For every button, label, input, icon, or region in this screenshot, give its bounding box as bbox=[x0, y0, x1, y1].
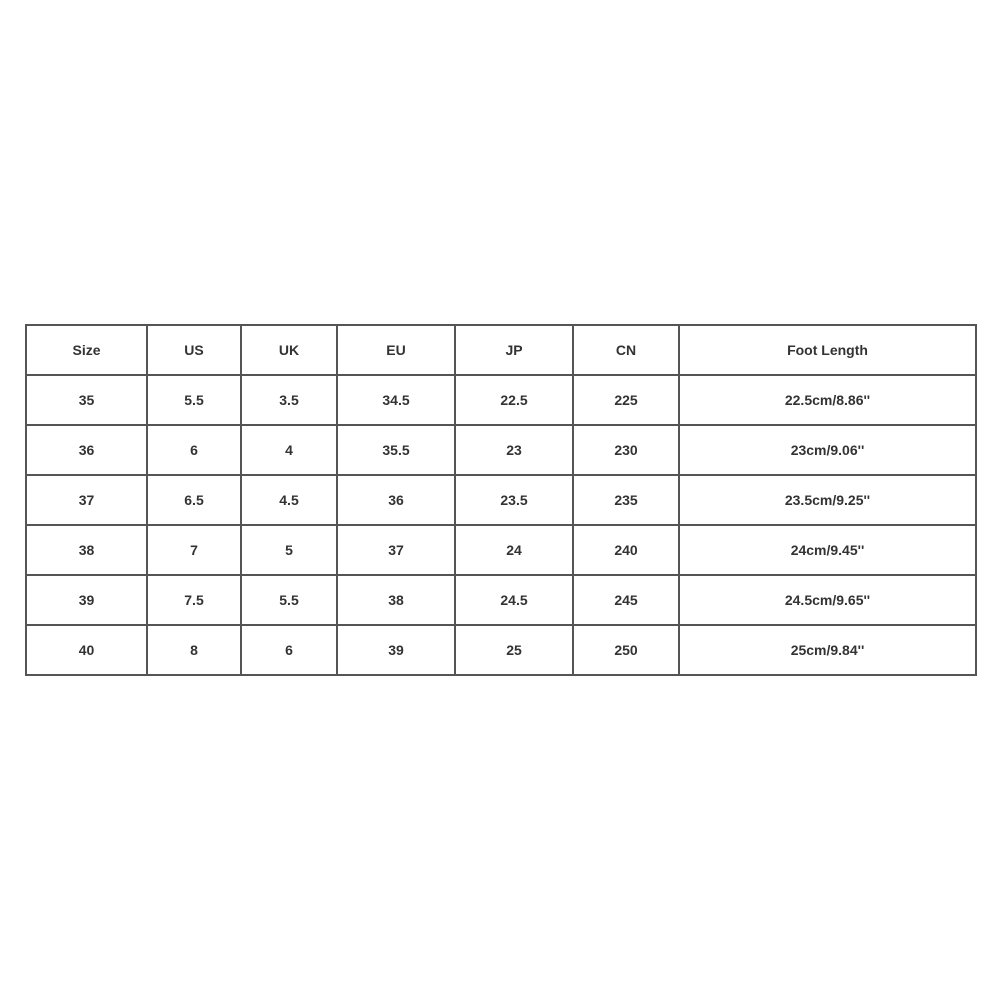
table-row bbox=[26, 425, 976, 475]
cell-us: 6 bbox=[147, 425, 241, 475]
cell-jp: 24 bbox=[455, 525, 573, 575]
cell-cn: 240 bbox=[573, 525, 679, 575]
table-row bbox=[26, 525, 976, 575]
cell-uk: 5.5 bbox=[241, 575, 337, 625]
table-row bbox=[26, 475, 976, 525]
cell-size: 39 bbox=[26, 575, 147, 625]
cell-us: 5.5 bbox=[147, 375, 241, 425]
cell-jp: 25 bbox=[455, 625, 573, 675]
header-us: US bbox=[147, 325, 241, 375]
header-foot-length: Foot Length bbox=[679, 325, 976, 375]
cell-size: 36 bbox=[26, 425, 147, 475]
cell-jp: 24.5 bbox=[455, 575, 573, 625]
cell-size: 37 bbox=[26, 475, 147, 525]
header-jp: JP bbox=[455, 325, 573, 375]
header-uk: UK bbox=[241, 325, 337, 375]
cell-size: 38 bbox=[26, 525, 147, 575]
table-header-row bbox=[26, 325, 976, 375]
cell-uk: 3.5 bbox=[241, 375, 337, 425]
cell-foot-length: 24.5cm/9.65'' bbox=[679, 575, 976, 625]
cell-us: 7 bbox=[147, 525, 241, 575]
cell-uk: 4.5 bbox=[241, 475, 337, 525]
cell-jp: 23 bbox=[455, 425, 573, 475]
cell-uk: 4 bbox=[241, 425, 337, 475]
header-size: Size bbox=[26, 325, 147, 375]
cell-eu: 39 bbox=[337, 625, 455, 675]
cell-size: 35 bbox=[26, 375, 147, 425]
cell-eu: 36 bbox=[337, 475, 455, 525]
header-cn: CN bbox=[573, 325, 679, 375]
cell-us: 7.5 bbox=[147, 575, 241, 625]
size-chart-table bbox=[25, 324, 977, 676]
cell-uk: 5 bbox=[241, 525, 337, 575]
cell-size: 40 bbox=[26, 625, 147, 675]
cell-foot-length: 22.5cm/8.86'' bbox=[679, 375, 976, 425]
cell-cn: 230 bbox=[573, 425, 679, 475]
cell-cn: 225 bbox=[573, 375, 679, 425]
table-row bbox=[26, 375, 976, 425]
cell-cn: 250 bbox=[573, 625, 679, 675]
table-row bbox=[26, 625, 976, 675]
cell-cn: 245 bbox=[573, 575, 679, 625]
cell-foot-length: 23.5cm/9.25'' bbox=[679, 475, 976, 525]
cell-foot-length: 24cm/9.45'' bbox=[679, 525, 976, 575]
cell-eu: 38 bbox=[337, 575, 455, 625]
cell-eu: 37 bbox=[337, 525, 455, 575]
header-eu: EU bbox=[337, 325, 455, 375]
cell-eu: 35.5 bbox=[337, 425, 455, 475]
cell-foot-length: 23cm/9.06'' bbox=[679, 425, 976, 475]
table-row bbox=[26, 575, 976, 625]
cell-foot-length: 25cm/9.84'' bbox=[679, 625, 976, 675]
cell-us: 8 bbox=[147, 625, 241, 675]
cell-jp: 23.5 bbox=[455, 475, 573, 525]
cell-cn: 235 bbox=[573, 475, 679, 525]
cell-eu: 34.5 bbox=[337, 375, 455, 425]
cell-uk: 6 bbox=[241, 625, 337, 675]
cell-jp: 22.5 bbox=[455, 375, 573, 425]
cell-us: 6.5 bbox=[147, 475, 241, 525]
